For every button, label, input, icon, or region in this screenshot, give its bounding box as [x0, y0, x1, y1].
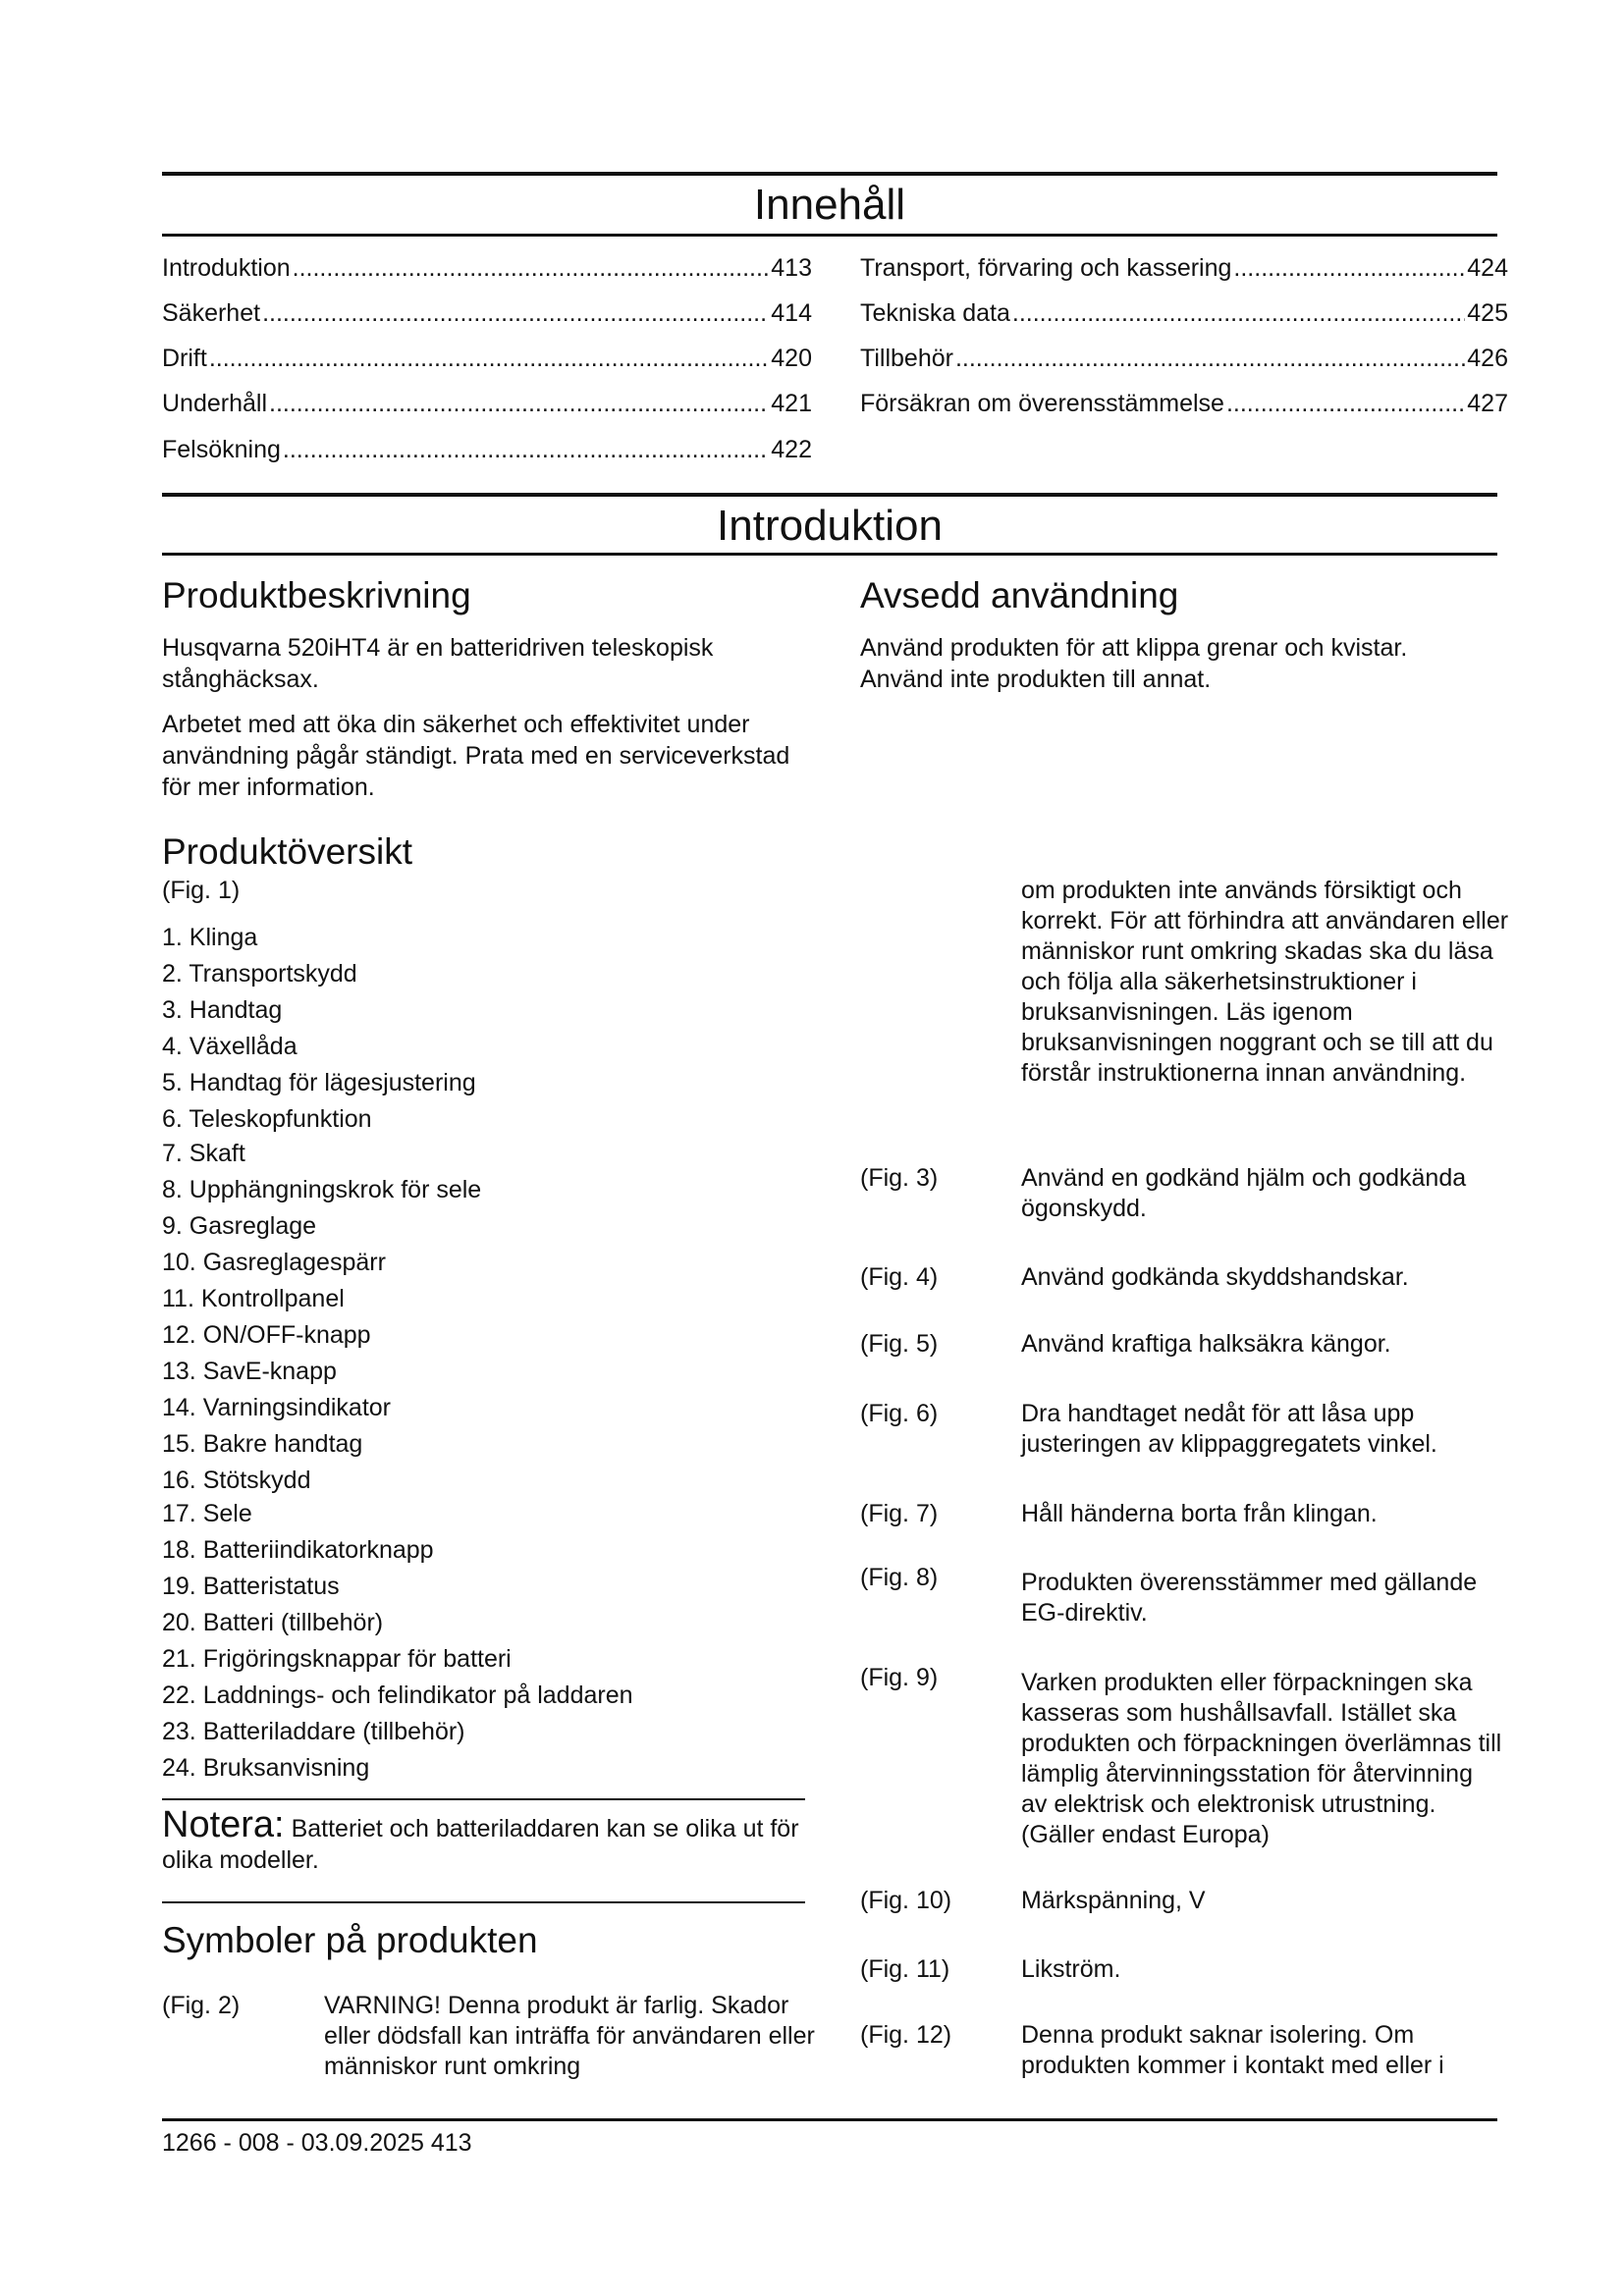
toc-entry[interactable]: [860, 344, 1508, 373]
symbol-figure-reference: (Fig. 2): [162, 1992, 241, 2019]
list-item: 4. Växellåda: [162, 1033, 298, 1060]
toc-entry[interactable]: [860, 389, 1508, 418]
symbol-figure-reference: (Fig. 9): [860, 1664, 939, 1691]
symbol-figure-reference: (Fig. 11): [860, 1955, 950, 1983]
list-item: 16. Stötskydd: [162, 1467, 311, 1494]
figure-reference: (Fig. 1): [162, 877, 241, 904]
toc-top-rule: [162, 172, 1497, 176]
list-item: 2. Transportskydd: [162, 960, 357, 988]
toc-entry-page: 421: [771, 390, 812, 417]
toc-leader: [293, 253, 770, 283]
toc-entry[interactable]: [162, 389, 812, 418]
list-item: 7. Skaft: [162, 1140, 245, 1167]
list-item: 8. Upphängningskrok för sele: [162, 1176, 482, 1203]
intro-bottom-rule: [162, 553, 1497, 556]
symbol-description: Håll händerna borta från klingan.: [1021, 1500, 1378, 1527]
list-item: 17. Sele: [162, 1500, 252, 1527]
toc-entry-label: Tekniska data: [860, 299, 1010, 327]
toc-leader: [1226, 389, 1465, 418]
toc-leader: [269, 389, 769, 418]
toc-entry-page: 426: [1467, 345, 1508, 372]
symbol-figure-reference: (Fig. 8): [860, 1564, 939, 1591]
symbol-description: Varken produkten eller förpackningen ska kasseras som hushållsavfall. Istället ska produkten och förpackningen överlämnas till lämplig återvinningsstation för återvinning av elektrisk och elektronisk utrustning. (Gäller endast Europa): [1021, 1669, 1502, 1848]
toc-leader: [1233, 253, 1465, 283]
symbol-description: Dra handtaget nedåt för att låsa upp justeringen av klippaggregatets vinkel.: [1021, 1400, 1437, 1458]
toc-entry-label: Transport, förvaring och kassering: [860, 254, 1232, 282]
toc-entry-page: 422: [771, 436, 812, 463]
list-item: 22. Laddnings- och felindikator på laddaren: [162, 1682, 633, 1709]
toc-leader: [262, 298, 769, 328]
list-item: 1. Klinga: [162, 924, 258, 951]
note-top-rule: [162, 1798, 805, 1800]
toc-entry[interactable]: [860, 298, 1508, 328]
toc-entry-label: Introduktion: [162, 254, 291, 282]
avsedd-anvandning-heading: Avsedd användning: [860, 575, 1179, 615]
toc-leader: [283, 435, 769, 464]
list-item: 15. Bakre handtag: [162, 1430, 363, 1458]
symbol-description: VARNING! Denna produkt är farlig. Skador eller dödsfall kan inträffa för användaren eller människor runt omkring: [324, 1992, 815, 2080]
toc-entry-page: 413: [771, 254, 812, 282]
symbol-figure-reference: (Fig. 10): [860, 1887, 952, 1914]
symbol-description: Använd en godkänd hjälm och godkända ögonskydd.: [1021, 1164, 1467, 1222]
footer-rule: [162, 2118, 1497, 2121]
symbol-description: Märkspänning, V: [1021, 1887, 1206, 1914]
avsedd-anvandning-paragraph: Använd produkten för att klippa grenar och kvistar. Använd inte produkten till annat.: [860, 634, 1408, 693]
intro-top-rule: [162, 493, 1497, 497]
symbol-description: Likström.: [1021, 1955, 1121, 1983]
symbol-figure-reference: (Fig. 5): [860, 1330, 939, 1358]
toc-bottom-rule: [162, 234, 1497, 237]
note-box: [162, 1804, 805, 1876]
toc-entry-label: Tillbehör: [860, 345, 953, 372]
symbol-description: Denna produkt saknar isolering. Om produkten kommer i kontakt med eller i: [1021, 2021, 1444, 2079]
list-item: 13. SavE-knapp: [162, 1358, 337, 1385]
toc-entry-page: 425: [1467, 299, 1508, 327]
list-item: 24. Bruksanvisning: [162, 1754, 370, 1782]
produktbeskrivning-heading: Produktbeskrivning: [162, 575, 471, 615]
note-bottom-rule: [162, 1901, 805, 1903]
toc-entry-page: 414: [771, 299, 812, 327]
list-item: 3. Handtag: [162, 996, 283, 1024]
note-text: Batteriet och batteriladdaren kan se olika ut för olika modeller.: [162, 1815, 799, 1874]
symboler-heading: Symboler på produkten: [162, 1920, 538, 1960]
list-item: 11. Kontrollpanel: [162, 1285, 345, 1312]
produktbeskrivning-paragraph: Arbetet med att öka din säkerhet och effektivitet under användning pågår ständigt. Prata med en serviceverkstad för mer information.: [162, 711, 790, 801]
toc-entry-label: Säkerhet: [162, 299, 261, 327]
symbol-description: Använd kraftiga halksäkra kängor.: [1021, 1330, 1391, 1358]
page-footer: 1266 - 008 - 03.09.2025 413: [162, 2129, 472, 2157]
symbol-description-continued: om produkten inte används försiktigt och korrekt. För att förhindra att användaren eller människor runt omkring skadas ska du läsa och följa alla säkerhetsinstruktioner i bruksanvisningen. Läs igenom bruksanvisningen noggrant och se till att du förstår instruktionerna innan användning.: [1021, 877, 1509, 1087]
list-item: 14. Varningsindikator: [162, 1394, 392, 1421]
symbol-figure-reference: (Fig. 12): [860, 2021, 952, 2049]
toc-entry[interactable]: [162, 253, 812, 283]
list-item: 21. Frigöringsknappar för batteri: [162, 1645, 512, 1673]
list-item: 12. ON/OFF-knapp: [162, 1321, 371, 1349]
symbol-description: Produkten överensstämmer med gällande EG-direktiv.: [1021, 1569, 1478, 1627]
produktoversikt-heading: Produktöversikt: [162, 831, 412, 872]
toc-entry-label: Drift: [162, 345, 207, 372]
toc-entry-page: 424: [1467, 254, 1508, 282]
note-label: Notera:: [162, 1804, 285, 1845]
symbol-figure-reference: (Fig. 3): [860, 1164, 939, 1192]
toc-entry[interactable]: [860, 253, 1508, 283]
toc-entry-label: Försäkran om överensstämmelse: [860, 390, 1224, 417]
list-item: 20. Batteri (tillbehör): [162, 1609, 384, 1636]
list-item: 18. Batteriindikatorknapp: [162, 1536, 434, 1564]
toc-entry-page: 427: [1467, 390, 1508, 417]
intro-title: Introduktion: [717, 502, 943, 550]
list-item: 6. Teleskopfunktion: [162, 1105, 372, 1133]
toc-entry[interactable]: [162, 298, 812, 328]
toc-entry[interactable]: [162, 435, 812, 464]
symbol-figure-reference: (Fig. 6): [860, 1400, 939, 1427]
symbol-description: Använd godkända skyddshandskar.: [1021, 1263, 1409, 1291]
list-item: 9. Gasreglage: [162, 1212, 317, 1240]
list-item: 5. Handtag för lägesjustering: [162, 1069, 476, 1096]
produktbeskrivning-paragraph: Husqvarna 520iHT4 är en batteridriven teleskopisk stånghäcksax.: [162, 634, 714, 693]
toc-title: Innehåll: [753, 181, 906, 229]
toc-entry[interactable]: [162, 344, 812, 373]
toc-entry-label: Underhåll: [162, 390, 268, 417]
toc-entry-label: Felsökning: [162, 436, 281, 463]
list-item: 23. Batteriladdare (tillbehör): [162, 1718, 465, 1745]
toc-leader: [955, 344, 1465, 373]
toc-leader: [209, 344, 769, 373]
list-item: 10. Gasreglagespärr: [162, 1249, 386, 1276]
toc-leader: [1012, 298, 1465, 328]
symbol-figure-reference: (Fig. 4): [860, 1263, 939, 1291]
list-item: 19. Batteristatus: [162, 1573, 340, 1600]
toc-entry-page: 420: [771, 345, 812, 372]
symbol-figure-reference: (Fig. 7): [860, 1500, 939, 1527]
